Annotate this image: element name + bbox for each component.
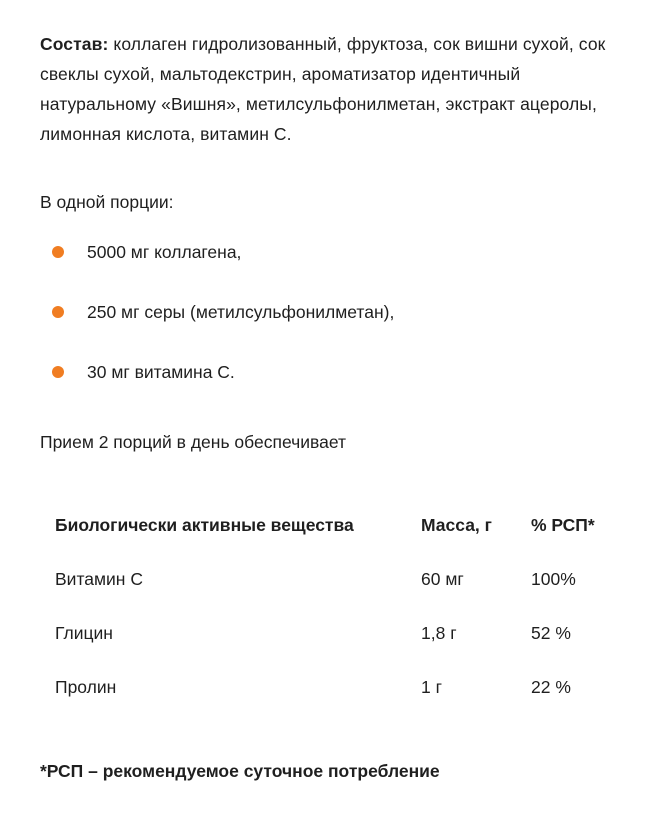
- list-item-text: 250 мг серы (метилсульфонилметан),: [87, 302, 395, 322]
- table-cell-substance: Пролин: [55, 677, 117, 697]
- table-cell-mass: 60 мг: [421, 569, 464, 589]
- composition-paragraph: [40, 29, 630, 149]
- table-header-substance: Биологически активные вещества: [55, 515, 354, 535]
- table-header-mass: Масса, г: [421, 515, 492, 535]
- footnote: *РСП – рекомендуемое суточное потребление: [40, 761, 440, 781]
- portion-title: В одной порции:: [40, 192, 174, 212]
- list-item: [52, 238, 612, 266]
- table-cell-rsp: 22 %: [531, 677, 571, 697]
- table-cell-mass: 1,8 г: [421, 623, 457, 643]
- table-cell-rsp: 52 %: [531, 623, 571, 643]
- table-cell-substance: Витамин С: [55, 569, 143, 589]
- bullet-dot-icon: [52, 366, 64, 378]
- composition-label: Состав:: [40, 34, 109, 54]
- list-item-text: 30 мг витамина С.: [87, 362, 235, 382]
- bullet-dot-icon: [52, 306, 64, 318]
- list-item: [52, 298, 612, 326]
- table-header-rsp: % РСП*: [531, 515, 595, 535]
- table-cell-rsp: 100%: [531, 569, 576, 589]
- table-cell-mass: 1 г: [421, 677, 442, 697]
- list-item-text: 5000 мг коллагена,: [87, 242, 242, 262]
- list-item: [52, 358, 612, 386]
- intake-text: Прием 2 порций в день обеспечивает: [40, 432, 346, 452]
- composition-text: коллаген гидролизованный, фруктоза, сок вишни сухой, сок свеклы сухой, мальтодекстрин, ароматизатор идентичный натуральному «Вишня», метилсульфонилметан, экстракт ацеролы, лимонная кислота, витамин С.: [40, 34, 606, 144]
- table-cell-substance: Глицин: [55, 623, 113, 643]
- bullet-dot-icon: [52, 246, 64, 258]
